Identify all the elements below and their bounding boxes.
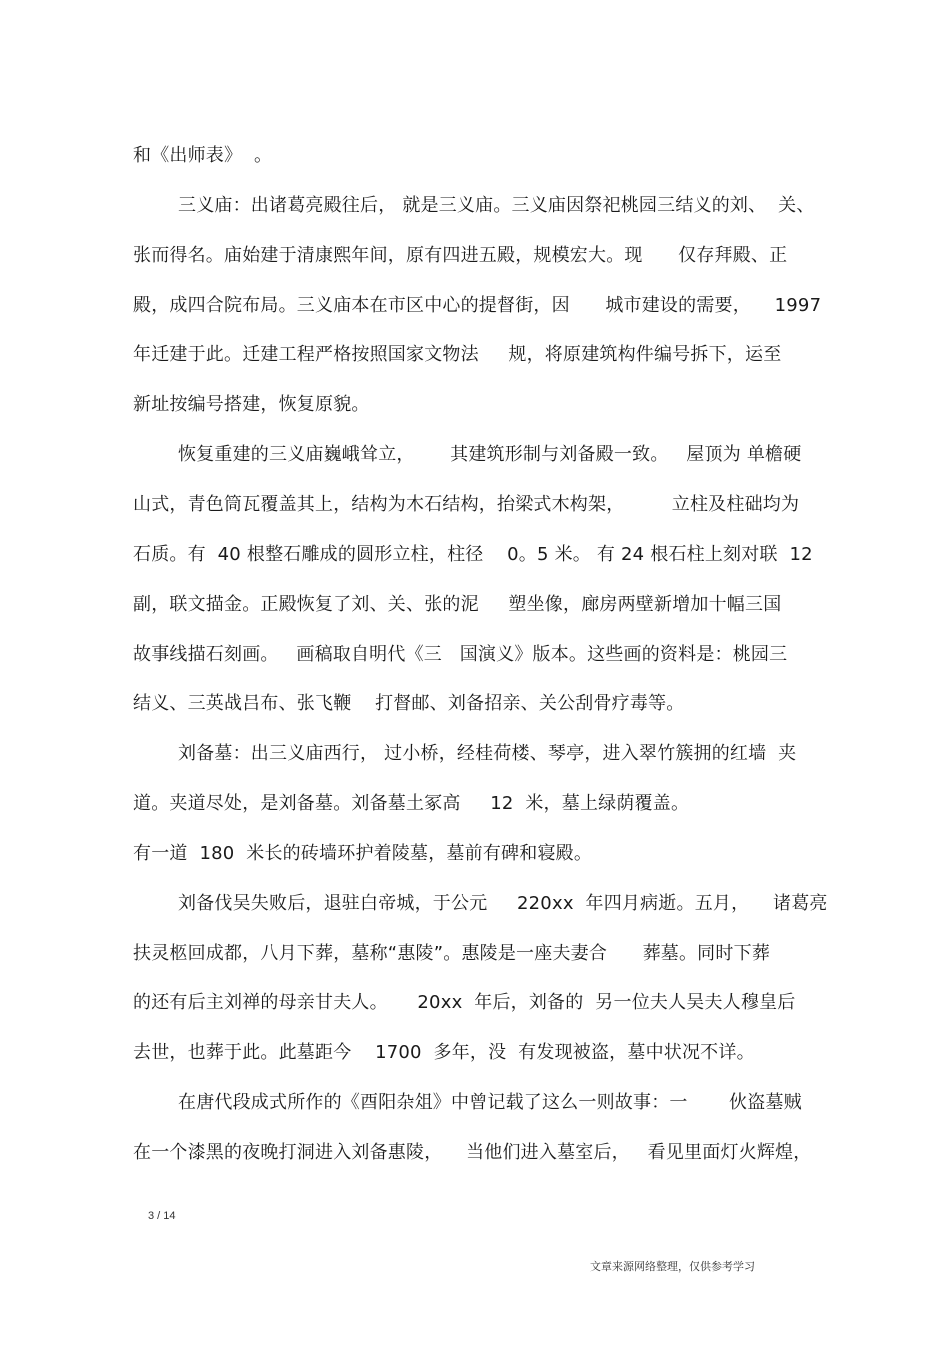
text-line: 三义庙：出诸葛亮殿往后， 就是三义庙。三义庙因祭祀桃园三结义的刘、 关、	[178, 195, 815, 216]
text-line: 扶灵柩回成都，八月下葬，墓称“惠陵”。惠陵是一座夫妻合 葬墓。同时下葬	[133, 943, 770, 964]
text-line: 结义、三英战吕布、张飞鞭 打督邮、刘备招亲、关公刮骨疗毒等。	[133, 693, 685, 714]
text-line: 刘备伐吴失败后，退驻白帝城，于公元 220xx 年四月病逝。五月， 诸葛亮	[178, 893, 828, 914]
page-number: 3 / 14	[148, 1210, 176, 1222]
text-line: 殿，成四合院布局。三义庙本在市区中心的提督街，因 城市建设的需要， 1997	[133, 295, 822, 316]
text-line: 道。夹道尽处，是刘备墓。刘备墓土冢高 12 米，墓上绿荫覆盖。	[133, 793, 690, 814]
text-line: 刘备墓：出三义庙西行， 过小桥，经桂荷楼、琴亭，进入翠竹簇拥的红墙 夹	[178, 743, 797, 764]
text-line: 有一道 180 米长的砖墙环护着陵墓，墓前有碑和寝殿。	[133, 843, 593, 864]
text-line: 故事线描石刻画。 画稿取自明代《三 国演义》版本。这些画的资料是：桃园三	[133, 644, 788, 665]
footer-note: 文章来源网络整理，仅供参考学习	[590, 1260, 755, 1273]
text-line: 的还有后主刘禅的母亲甘夫人。 20xx 年后，刘备的 另一位夫人吴夫人穆皇后	[133, 992, 796, 1013]
text-line: 山式，青色筒瓦覆盖其上，结构为木石结构，抬梁式木构架， 立柱及柱础均为	[133, 494, 800, 515]
text-line: 恢复重建的三义庙巍峨耸立， 其建筑形制与刘备殿一致。 屋顶为 单檐硬	[178, 444, 802, 465]
text-line: 新址按编号搭建，恢复原貌。	[133, 394, 370, 415]
text-line: 石质。有 40 根整石雕成的圆形立柱，柱径 0。5 米。 有 24 根石柱上刻对联 12	[133, 544, 813, 565]
text-line: 张而得名。庙始建于清康熙年间，原有四进五殿，规模宏大。现 仅存拜殿、正	[133, 245, 788, 266]
text-line: 和《出师表》 。	[133, 145, 273, 166]
text-line: 去世，也葬于此。此墓距今 1700 多年，没 有发现被盗，墓中状况不详。	[133, 1042, 755, 1063]
text-line: 在一个漆黑的夜晚打洞进入刘备惠陵， 当他们进入墓室后， 看见里面灯火辉煌，	[133, 1142, 812, 1163]
text-line: 副，联文描金。正殿恢复了刘、关、张的泥 塑坐像，廊房两壁新增加十幅三国	[133, 594, 782, 615]
text-line: 年迁建于此。迁建工程严格按照国家文物法 规，将原建筑构件编号拆下，运至	[133, 344, 782, 365]
text-line: 在唐代段成式所作的《酉阳杂俎》中曾记载了这么一则故事：一 伙盗墓贼	[178, 1092, 802, 1113]
